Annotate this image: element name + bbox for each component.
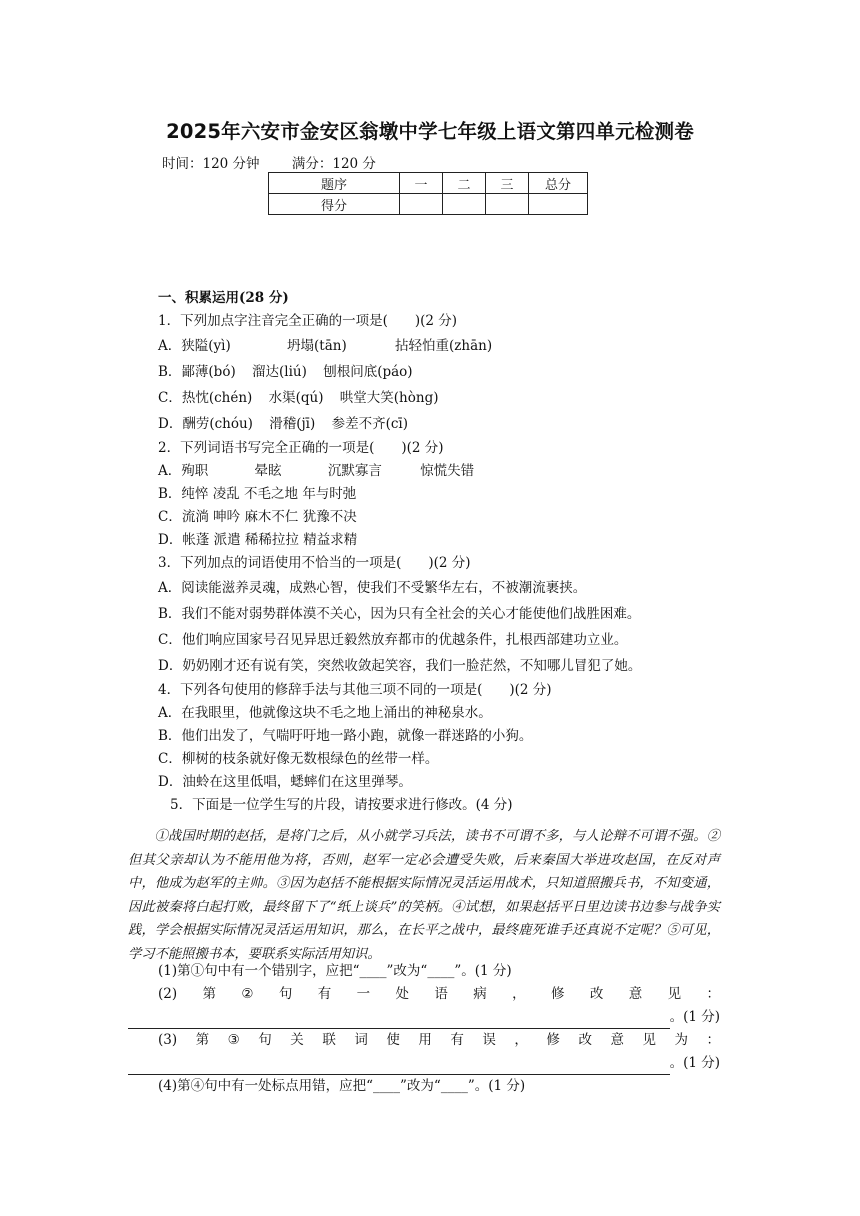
score-header-cell: 三 (486, 173, 529, 194)
q3-option-c: C．他们响应国家号召见异思迁毅然放弃都市的优越条件，扎根西部建功立业。 (158, 632, 628, 648)
q2-b-item: 凌乱 (212, 486, 240, 502)
score-table (268, 172, 588, 215)
q5-sub2-tail: 。(1 分) (669, 1009, 720, 1025)
q5-prompt-char: ： (706, 986, 720, 1002)
q2-a-item: 晕眩 (254, 463, 282, 479)
questions-block (158, 286, 718, 817)
section-heading: 一、积累运用(28 分) (158, 290, 289, 306)
score-cell-empty[interactable] (443, 194, 486, 215)
q5-passage: ①战国时期的赵括，是将门之后，从小就学习兵法，读书不可谓不多，与人论辩不可谓不强。②但其父亲却认为不能用他为将，否则，赵军一定必会遭受失败，后来秦国大举进攻赵国，在反对声中，他成为赵军的主帅。③因为赵括不能根据实际情况灵活运用战术，只知道照搬兵书，不知变通，因此被秦将白起打败，最终留下了“纸上谈兵”的笑柄。④试想，如果赵括平日里边读书边参与战争实践，学会根据实际情况灵活运用知识，那么，在长平之战中，最终鹿死谁手还真说不定呢？⑤可见，学习不能照搬书本，要联系实际活用知识。 (128, 829, 720, 962)
q5-sub3-answer (128, 1052, 720, 1075)
q2-d-item: 派遣 (213, 532, 241, 548)
q5-prompt-char: 词 (354, 1032, 368, 1048)
q1-a-item: 坍塌(tān) (287, 338, 347, 354)
q5-prompt-char: ② (241, 986, 254, 1002)
q5-prompt-char: 第 (195, 1032, 210, 1048)
q5-sub2-answer (128, 1006, 720, 1029)
q1-c-item: 水渠(qú) (268, 390, 324, 406)
q5-prompt-char: 见 (667, 986, 682, 1002)
q1-a-item: A．狭隘(yì) (158, 338, 231, 354)
q1-a-item: 拈轻怕重(zhān) (395, 338, 493, 354)
q2-b-item: 年与时弛 (302, 486, 357, 502)
q5-prompt-char: 修 (550, 986, 565, 1002)
q4-option-c: C．柳树的枝条就好像无数根绿色的丝带一样。 (158, 751, 439, 767)
q2-a-item: A．殉职 (158, 463, 209, 479)
q5-subquestions (128, 960, 720, 1098)
q2-b-item: 不毛之地 (244, 486, 299, 502)
q5-prompt-char: 第 (202, 986, 216, 1002)
q5-prompt-char: 改 (589, 986, 604, 1002)
q5-prompt-char: 改 (578, 1032, 592, 1048)
q3-stem: 3．下列加点的词语使用不恰当的一项是( )(2 分) (158, 555, 471, 571)
q2-a-item: 沉默寡言 (327, 463, 382, 479)
q5-prompt-char: 见 (642, 1032, 656, 1048)
q5-prompt-char: ③ (227, 1032, 240, 1048)
full-score: 满分：120 分 (291, 156, 376, 172)
q2-c-item: 麻木不仁 (244, 509, 299, 525)
q5-sub3-blank[interactable] (128, 1052, 670, 1075)
q1-d-item: D．酬劳(chóu) (158, 416, 253, 432)
time-limit: 时间：120 分钟 (162, 156, 260, 172)
score-header-cell: 总分 (529, 173, 588, 194)
q5-prompt-char: 意 (628, 986, 643, 1002)
score-header-cell: 题序 (269, 173, 400, 194)
q5-prompt-char: 一 (356, 986, 371, 1002)
q5-prompt-char: 误 (482, 1032, 496, 1048)
q1-d-item: 滑稽(jī) (269, 416, 316, 432)
q5-sub3-line (128, 1029, 720, 1052)
exam-meta (162, 152, 404, 172)
q1-c-item: 哄堂大笑(hòng) (339, 390, 439, 406)
q1-option-c (158, 385, 718, 411)
score-cell-empty[interactable] (486, 194, 529, 215)
q5-prompt-char: 有 (317, 986, 332, 1002)
q1-d-item: 参差不齐(cī) (331, 416, 408, 432)
q5-prompt-char: 有 (450, 1032, 464, 1048)
q5-prompt-char: 句 (258, 1032, 272, 1048)
q1-option-a (158, 333, 718, 359)
q2-b-item: B．纯悴 (158, 486, 209, 502)
q1-option-d (158, 411, 718, 437)
q4-option-d: D．油蛉在这里低唱，蟋蟀们在这里弹琴。 (158, 774, 412, 790)
q5-prompt-char: 使 (386, 1032, 400, 1048)
q1-option-b (158, 359, 718, 385)
q5-prompt-char: 用 (418, 1032, 432, 1048)
score-header-cell: 一 (400, 173, 443, 194)
score-table-score-row (269, 194, 588, 215)
q1-b-item: 刨根问底(páo) (323, 364, 413, 380)
q5-sub3-tail: 。(1 分) (669, 1055, 720, 1071)
q5-prompt-char: (2) (158, 986, 178, 1002)
q2-c-item: 犹豫不决 (302, 509, 357, 525)
q4-stem: 4．下列各句使用的修辞手法与其他三项不同的一项是( )(2 分) (158, 682, 552, 698)
q5-prompt-char: 句 (278, 986, 293, 1002)
score-cell-empty[interactable] (529, 194, 588, 215)
q2-option-a (158, 460, 718, 483)
q2-d-item: D．帐蓬 (158, 532, 210, 548)
q2-a-item: 惊慌失错 (420, 463, 475, 479)
q2-option-b (158, 483, 718, 506)
q5-prompt-char: 为 (674, 1032, 688, 1048)
q5-prompt-char: 处 (395, 986, 409, 1002)
q5-prompt-char: 语 (434, 986, 448, 1002)
q5-prompt-char: 联 (322, 1032, 336, 1048)
q5-sub2-line (128, 983, 720, 1006)
q3-option-d: D．奶奶刚才还有说有笑，突然收敛起笑容，我们一脸茫然，不知哪儿冒犯了她。 (158, 658, 642, 674)
q5-prompt-char: 病 (473, 986, 487, 1002)
q2-d-item: 精益求精 (303, 532, 358, 548)
score-header-cell: 二 (443, 173, 486, 194)
q5-prompt-char: ， (512, 986, 526, 1002)
score-row-label: 得分 (269, 194, 400, 215)
q2-c-item: 呻吟 (213, 509, 241, 525)
q3-option-a: A．阅读能滋养灵魂，成熟心智，使我们不受繁华左右，不被潮流裹挟。 (158, 580, 587, 596)
q5-sub4: (4)第④句中有一处标点用错，应把“____”改为“____”。(1 分) (158, 1078, 526, 1094)
q5-stem: 5．下面是一位学生写的片段，请按要求进行修改。(4 分) (170, 797, 513, 813)
q2-option-c (158, 506, 718, 529)
q1-c-item: C．热忱(chén) (158, 390, 253, 406)
q5-prompt-char: ， (514, 1032, 528, 1048)
q5-sub2-blank[interactable] (128, 1006, 670, 1029)
page-title: 2025年六安市金安区翁墩中学七年级上语文第四单元检测卷 (166, 120, 694, 143)
q2-stem: 2．下列词语书写完全正确的一项是( )(2 分) (158, 440, 444, 456)
score-cell-empty[interactable] (400, 194, 443, 215)
q5-prompt-char: 修 (546, 1032, 560, 1048)
q2-option-d (158, 529, 718, 552)
q5-prompt-char: ： (706, 1032, 720, 1048)
q3-option-b: B．我们不能对弱势群体漠不关心，因为只有全社会的关心才能使他们战胜困难。 (158, 606, 641, 622)
q2-d-item: 稀稀拉拉 (244, 532, 299, 548)
q5-prompt-char: 意 (610, 1032, 624, 1048)
q1-stem: 1．下列加点字注音完全正确的一项是( )(2 分) (158, 313, 458, 329)
q5-prompt-char: (3) (158, 1032, 178, 1048)
q2-c-item: C．流淌 (158, 509, 209, 525)
q1-b-item: 溜达(liú) (252, 364, 307, 380)
score-table-header-row (269, 173, 588, 194)
q1-b-item: B．鄙薄(bó) (158, 364, 236, 380)
q4-option-b: B．他们出发了，气喘吁吁地一路小跑，就像一群迷路的小狗。 (158, 728, 533, 744)
q5-sub1: (1)第①句中有一个错别字，应把“____”改为“____”。(1 分) (158, 963, 512, 979)
q5-prompt-char: 关 (290, 1032, 304, 1048)
q4-option-a: A．在我眼里，他就像这块不毛之地上涌出的神秘泉水。 (158, 705, 492, 721)
